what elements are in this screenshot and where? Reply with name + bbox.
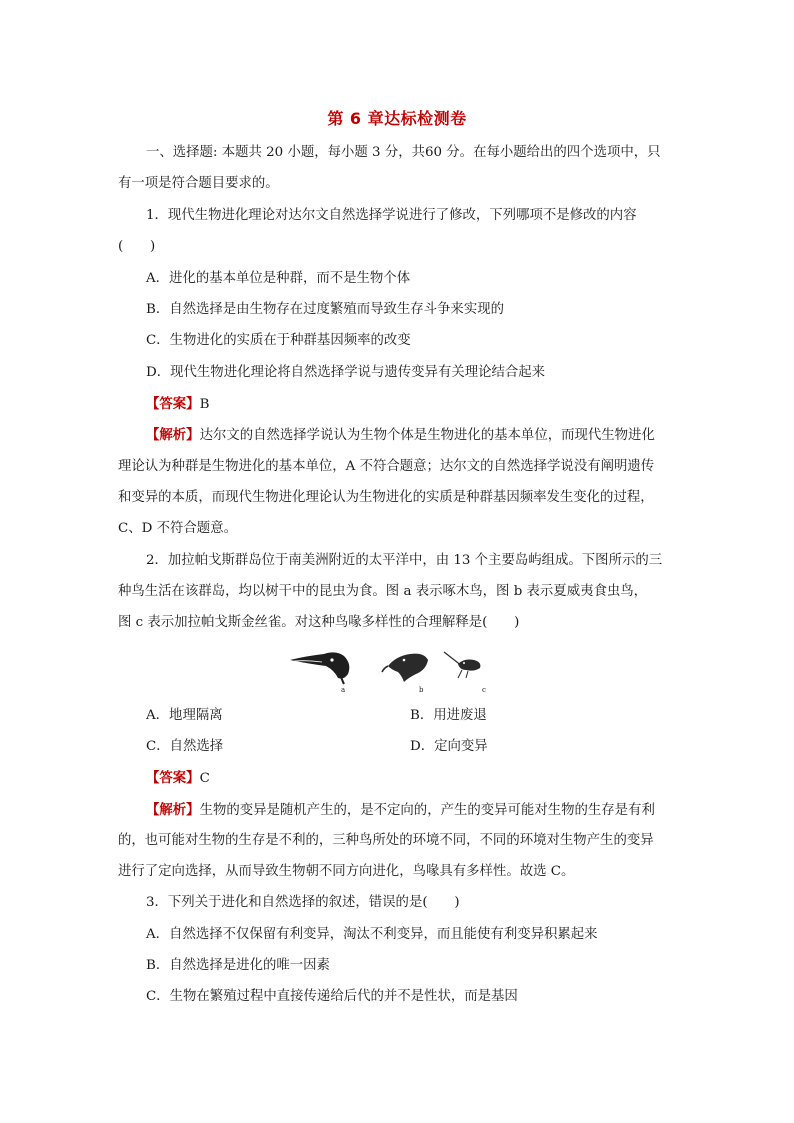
section-intro-line-2: 有一项是符合题目要求的。	[118, 176, 279, 191]
q2-analysis-line-1	[146, 800, 655, 821]
q1-analysis-tag: 【解析】	[146, 427, 200, 443]
q1-analysis-line-1	[146, 425, 655, 446]
q3-option-b: B．自然选择是进化的唯一因素	[146, 958, 330, 973]
q2-stem-line-1: 2．加拉帕戈斯群岛位于南美洲附近的太平洋中，由 13 个主要岛屿组成。下图所示的三	[146, 553, 663, 568]
q1-analysis-line-2: 理论认为种群是生物进化的基本单位，A 不符合题意；达尔文的自然选择学说没有阐明遗传	[118, 459, 655, 474]
q2-analysis-tag: 【解析】	[146, 802, 200, 818]
figure-label-b: b	[419, 686, 424, 694]
q1-option-d: D．现代生物进化理论将自然选择学说与遗传变异有关理论结合起来	[146, 365, 546, 380]
q2-option-c: C．自然选择	[146, 739, 224, 754]
q1-analysis-line-4: C、D 不符合题意。	[118, 521, 237, 536]
q1-option-a: A．进化的基本单位是种群，而不是生物个体	[146, 271, 411, 286]
figure-label-a: a	[341, 686, 346, 694]
q2-option-d: D．定向变异	[410, 739, 488, 754]
q2-stem-line-2: 种鸟生活在该群岛，均以树干中的昆虫为食。图 a 表示啄木鸟，图 b 表示夏威夷食虫鸟，	[118, 584, 648, 599]
q2-analysis-line-3: 进行了定向选择，从而导致生物朝不同方向进化，鸟喙具有多样性。故选 C。	[118, 864, 575, 879]
page-title: 第 6 章达标检测卷	[327, 109, 467, 128]
q3-stem-line-1: 3．下列关于进化和自然选择的叙述，错误的是( )	[146, 895, 460, 910]
q3-option-c: C．生物在繁殖过程中直接传递给后代的并不是性状，而是基因	[146, 989, 518, 1004]
bird-b-illustration	[382, 654, 428, 682]
q2-analysis-line-2: 的，也可能对生物的生存是不利的，三种鸟所处的环境不同，不同的环境对生物产生的变异	[118, 833, 654, 848]
q2-analysis-text-1: 生物的变异是随机产生的，是不定向的，产生的变异可能对生物的生存是有利	[199, 803, 655, 818]
section-intro-line-1: 一、选择题: 本题共 20 小题，每小题 3 分，共60 分。在每小题给出的四个选项中，只	[146, 145, 661, 160]
q1-answer	[146, 394, 209, 415]
q1-analysis-line-3: 和变异的本质，而现代生物进化理论认为生物进化的实质是种群基因频率发生变化的过程，	[118, 490, 654, 505]
q1-answer-tag: 【答案】	[146, 396, 200, 412]
q3-option-a: A．自然选择不仅保留有利变异，淘汰不利变异，而且能使有利变异积累起来	[146, 927, 598, 942]
q1-stem-line-1: 1．现代生物进化理论对达尔文自然选择学说进行了修改，下列哪项不是修改的内容	[146, 208, 637, 223]
q1-answer-value: B	[199, 397, 210, 412]
q1-stem-line-2: ( )	[118, 239, 156, 254]
q2-answer-tag: 【答案】	[146, 770, 200, 786]
q2-answer	[146, 768, 210, 789]
q2-stem-line-3: 图 c 表示加拉帕戈斯金丝雀。对这种鸟喙多样性的合理解释是( )	[118, 615, 520, 630]
q2-answer-value: C	[199, 771, 210, 786]
bird-a-illustration	[290, 652, 349, 684]
q1-analysis-text-1: 达尔文的自然选择学说认为生物个体是生物进化的基本单位，而现代生物进化	[199, 428, 655, 443]
figure-label-c: c	[482, 686, 486, 694]
q2-option-b: B．用进废退	[410, 708, 487, 723]
bird-beak-figure	[286, 644, 486, 694]
q1-option-b: B．自然选择是由生物存在过度繁殖而导致生存斗争来实现的	[146, 302, 504, 317]
q2-option-a: A．地理隔离	[146, 708, 223, 723]
bird-c-illustration	[444, 652, 480, 678]
q1-option-c: C．生物进化的实质在于种群基因频率的改变	[146, 333, 411, 348]
